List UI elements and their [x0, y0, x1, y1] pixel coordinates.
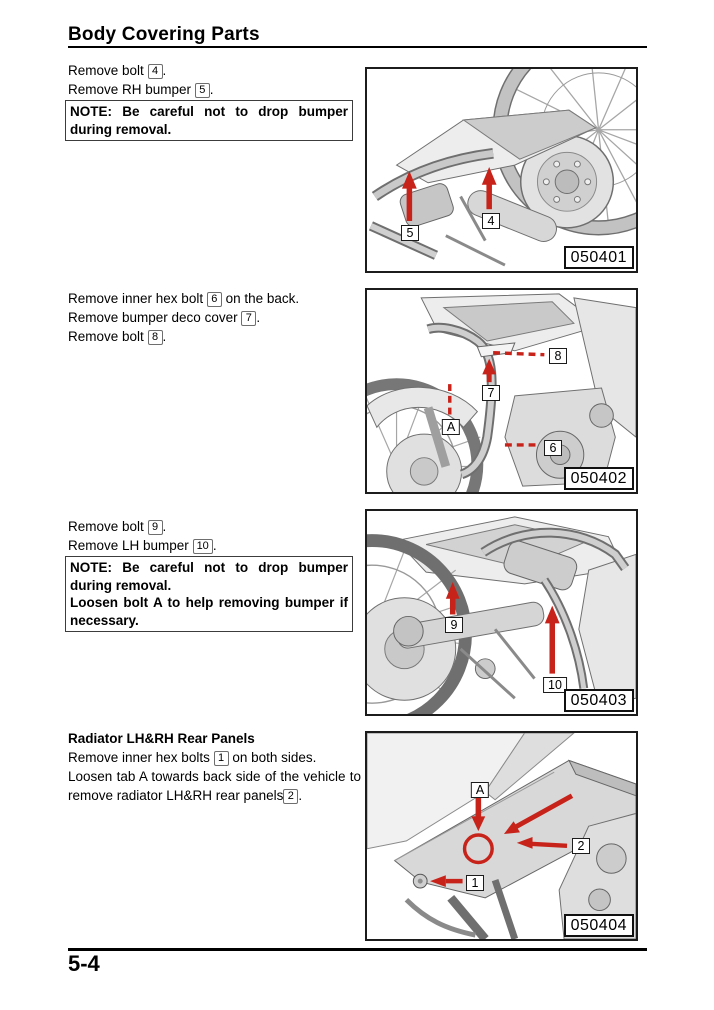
figure-050402	[365, 288, 638, 494]
figure-050401	[365, 67, 638, 273]
callout-label: A	[471, 782, 489, 798]
title-rule	[68, 46, 647, 48]
illustration-lh-bumper	[367, 511, 636, 714]
callout-label: 1	[466, 875, 484, 891]
part-ref: 8	[148, 330, 163, 345]
note-text: Loosen bolt A to help removing bumper if necessary.	[70, 595, 348, 628]
instruction-paragraph: Loosen tab A towards back side of the vehicle to remove radiator LH&RH rear panels 2 .	[68, 769, 361, 803]
callout-label: 4	[482, 213, 500, 229]
note-text: NOTE: Be careful not to drop bumper during removal.	[70, 560, 348, 593]
callout-label: 5	[401, 225, 419, 241]
illustration-deco-cover	[367, 290, 636, 492]
page-title: Body Covering Parts	[68, 24, 260, 45]
instruction-line: Remove LH bumper 10 .	[68, 538, 217, 553]
section-heading: Radiator LH&RH Rear Panels	[68, 731, 255, 746]
part-ref: 9	[148, 520, 163, 535]
section-lh-bumper	[68, 517, 361, 632]
part-ref: 4	[148, 64, 163, 79]
page-number: 5-4	[68, 951, 100, 976]
part-ref: 10	[193, 539, 213, 554]
callout-label: 6	[544, 440, 562, 456]
instruction-line: Remove bolt 9 .	[68, 519, 167, 534]
part-ref: 1	[214, 751, 229, 766]
callout-label: 8	[549, 348, 567, 364]
callout-label: 9	[445, 617, 463, 633]
footer-rule	[68, 948, 647, 951]
figure-number: 050404	[564, 914, 634, 937]
part-ref: 2	[283, 789, 298, 804]
note-box	[65, 100, 353, 141]
part-ref: 5	[195, 83, 210, 98]
instruction-line: Remove inner hex bolt 6 on the back.	[68, 291, 300, 306]
note-text: NOTE: Be careful not to drop bumper during removal.	[70, 104, 348, 137]
part-ref: 6	[207, 292, 222, 307]
illustration-radiator-panel	[367, 733, 636, 939]
section-rh-bumper	[68, 61, 361, 141]
figure-number: 050402	[564, 467, 634, 490]
section-radiator-panels	[68, 729, 361, 805]
instruction-line: Remove inner hex bolts 1 on both sides.	[68, 750, 317, 765]
callout-label: 10	[543, 677, 567, 693]
instruction-line: Remove bolt 8 .	[68, 329, 167, 344]
callout-label: A	[442, 419, 460, 435]
instruction-line: Remove bolt 4 .	[68, 63, 167, 78]
figure-050403	[365, 509, 638, 716]
callout-label: 2	[572, 838, 590, 854]
section-deco-cover	[68, 289, 361, 346]
note-box	[65, 556, 353, 632]
callout-label: 7	[482, 385, 500, 401]
figure-number: 050401	[564, 246, 634, 269]
part-ref: 7	[241, 311, 256, 326]
figure-050404	[365, 731, 638, 941]
instruction-line: Remove RH bumper 5 .	[68, 82, 214, 97]
figure-number: 050403	[564, 689, 634, 712]
instruction-line: Remove bumper deco cover 7 .	[68, 310, 261, 325]
